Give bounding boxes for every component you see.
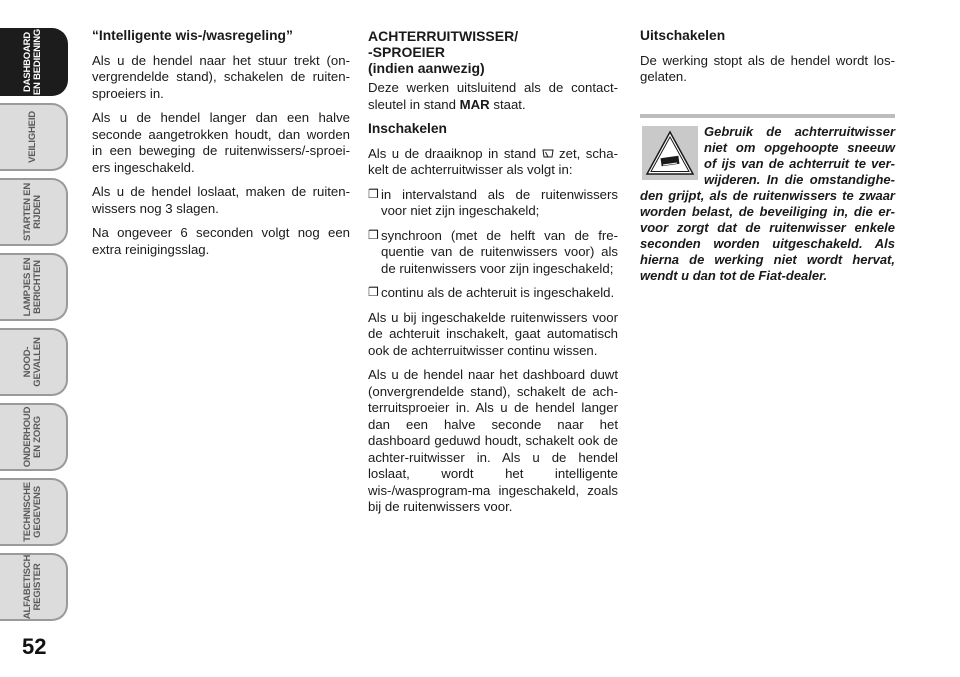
subheading: Uitschakelen: [640, 28, 726, 43]
list-item: [368, 187, 618, 220]
tab-label: DASHBOARD EN BEDIENING: [22, 28, 43, 96]
paragraph: Als u de hendel naar het dashboard duwt (onvergrendelde stand), schakelt de ach-terruitsproeier in. Als u de hendel langer dan een halve seconde naar het dashboard geduwd houdt, schakelt ook de achter-ruitwisser in. Als u de hendel loslaat, wordt het intelligente wis-/wasprogram-ma ingeschakeld, zoals bij de ruitenwissers voor.: [368, 367, 618, 514]
column-2: [368, 28, 618, 524]
subheading: Inschakelen: [368, 121, 447, 136]
tab-label: STARTEN EN RIJDEN: [22, 183, 43, 241]
page-number: 52: [22, 634, 47, 659]
tab-label: NOOD- GEVALLEN: [22, 337, 43, 387]
chapter-sidebar: [0, 0, 72, 677]
warning-text: Gebruik de achterruitwisser niet om opgehoopte sneeuw of ijs van de achterruit te ver-wijderen. In die omstandighe-den grijpt, als de ruitenwissers te zwaar worden belast, de beveiliging in, die er-voor zorgt dat de ruitenwisser enkele seconden worden uitgeschakeld. Als hierna de werking niet wordt hervat, wendt u dan tot de Fiat-dealer.: [640, 124, 895, 283]
list-item: [368, 228, 618, 278]
tab-label: TECHNISCHE GEGEVENS: [22, 482, 43, 542]
warning-note: [640, 124, 895, 284]
tab-label: VEILIGHEID: [27, 111, 38, 163]
ignition-position-mar: MAR: [459, 96, 490, 112]
tab-starten-rijden[interactable]: [0, 178, 68, 246]
tab-alfabetisch-register[interactable]: [0, 553, 68, 621]
tab-label: ALFABETISCH REGISTER: [22, 554, 43, 620]
paragraph: [368, 146, 618, 179]
tab-lampjes-berichten[interactable]: [0, 253, 68, 321]
paragraph: Na ongeveer 6 seconden volgt nog een extra reinigingsslag.: [92, 225, 350, 257]
heading-line: ACHTERRUITWISSER/: [368, 28, 519, 44]
paragraph: Als u de hendel langer dan een halve seconde aangetrokken houdt, dan worden in een beweging de ruitenwissers/-sproei-ers ingeschakeld.: [92, 110, 350, 175]
checkbox-bullet-icon: ❒: [368, 186, 379, 201]
checkbox-bullet-icon: ❒: [368, 285, 379, 299]
heading-line: -SPROEIER: [368, 44, 446, 60]
section-heading: [368, 28, 618, 76]
section-heading: “Intelligente wis-/wasregeling”: [92, 28, 293, 43]
tab-label: ONDERHOUD EN ZORG: [22, 406, 43, 468]
tab-technische-gegevens[interactable]: [0, 478, 68, 546]
paragraph: Als u de hendel naar het stuur trekt (on-vergrendelde stand), schakelen de ruiten-sproeiers in.: [92, 52, 350, 101]
paragraph: De werking stopt als de hendel wordt los-gelaten.: [640, 52, 895, 84]
list-item-text: in intervalstand als de ruitenwissers voor niet zijn ingeschakeld;: [381, 186, 618, 218]
column-3: [640, 28, 895, 94]
text-run: Als u de draaiknop in stand: [368, 145, 542, 161]
column-1: [92, 28, 350, 266]
tab-label: LAMPJES EN BERICHTEN: [22, 257, 43, 317]
tab-dashboard[interactable]: [0, 28, 68, 96]
paragraph: Als u bij ingeschakelde ruitenwissers voor de achteruit inschakelt, gaat automatisch ook de achterruitwisser continu wissen.: [368, 309, 618, 358]
warning-divider-top: [640, 114, 895, 118]
list-item: [368, 285, 618, 302]
list-item-text: continu als de achteruit is ingeschakeld.: [381, 285, 615, 300]
tab-noodgevallen[interactable]: [0, 328, 68, 396]
tab-onderhoud-zorg[interactable]: [0, 403, 68, 471]
tab-veiligheid[interactable]: [0, 103, 68, 171]
paragraph: Als u de hendel loslaat, maken de ruiten-wissers nog 3 slagen.: [92, 184, 350, 216]
text-run: Deze werken uitsluitend als de contact-sleutel in stand: [368, 80, 618, 112]
text-run: zet, scha-kelt de achterruitwisser als volgt in:: [368, 145, 618, 177]
text-run: staat.: [489, 96, 526, 112]
checkbox-bullet-icon: ❒: [368, 227, 379, 242]
list-item-text: synchroon (met de helft van de fre-quentie van de ruitenwissers voor) als de ruitenwissers voor zijn ingeschakeld;: [381, 227, 618, 276]
rear-wiper-icon: [542, 147, 554, 158]
heading-line: (indien aanwezig): [368, 60, 485, 76]
paragraph: [368, 80, 618, 113]
